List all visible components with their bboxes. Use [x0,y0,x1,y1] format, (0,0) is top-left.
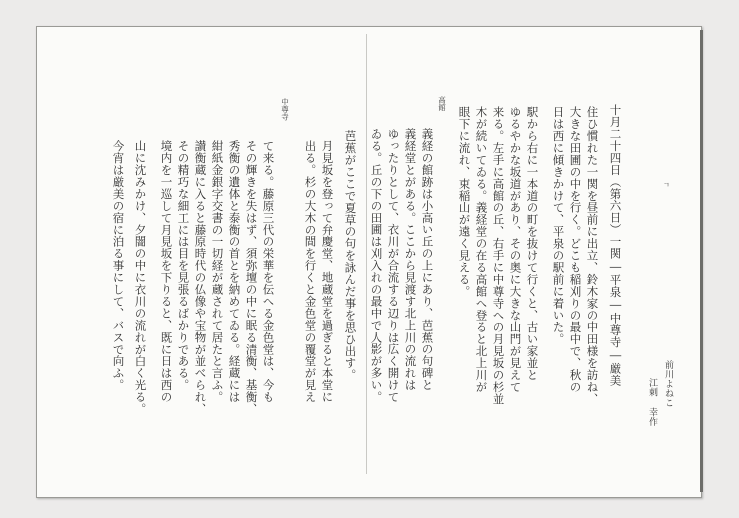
text-column: 出る。杉の大木の間を行くと金色堂の覆堂が見え [303,140,318,403]
author-line-1: 前川よねこ [663,360,673,408]
author-line-2: 江刺 幸作 [647,378,657,427]
text-column: 山に沈みかけ、夕闇の中に衣川の流れが白く光る。 [133,140,148,415]
section-heading: 中尊寺 [280,98,290,121]
page-corner-mark: ㄱ [663,181,670,189]
text-column: 大きな田圃の中を行く。どこも稲刈りの最中で、秋の [568,106,583,393]
text-column: その輝きを失はず、須弥壇の中に眠る清衡、基衡、 [244,140,259,415]
text-column: 眼下に流れ、束稲山が遠く見える。 [457,106,472,298]
diary-date-line: 十月二十四日（第六日）一関―平泉―中尊寺―厳美 [608,104,623,387]
center-fold [366,34,367,474]
text-column: 秀衡の遺体と泰衡の首とを納めてゐる。経蔵には [227,140,242,403]
text-column: 義経堂とがある。ここから見渡す北上川の流れは [403,128,418,391]
text-column: 月見坂を登って弁慶堂、地蔵堂を過ぎると本堂に [320,140,335,403]
section-heading: 高館 [437,96,447,111]
text-column: 今宵は厳美の宿に泊る事にして、バスで向ふ。 [111,140,126,391]
text-column: 境内を一巡して月見坂を下りると、既に日は西の [159,140,174,403]
text-column: 讃衡蔵に入ると藤原時代の仏像や宝物が並べられ、 [193,140,208,415]
text-column: 紺紙金銀字交書の一切経が蔵されて居たと言ふ。 [210,140,225,403]
text-column: て来る。藤原三代の栄華を伝へる金色堂は、今も [261,140,276,403]
text-column: ゆったりとして、衣川が合流する辺りは広く開けて [386,128,401,403]
text-column: 日は西に傾きかけて、平泉の駅前に着いた。 [551,106,566,345]
text-column: 住ひ慣れた一関を昼前に出立、鈴木家の中田様を訪ね、 [585,106,600,405]
text-column: ゆるやかな坂道があり、その奥に大きな山門が見えて [508,106,523,393]
text-column: ゐる。丘の下の田圃は刈入れの最中で人影が多い。 [369,128,384,403]
text-column: 駅から右に一本道の町を抜けて行くと、古い家並と [525,106,540,381]
text-column: 芭蕉がここで夏草の句を詠んだ事を思ひ出す。 [343,130,358,381]
text-column: その精巧な細工には目を見張るばかりである。 [176,140,191,391]
text-column: 木が続いてゐる。義経堂の在る高館へ登ると北上川が [474,106,489,393]
page-edge [700,30,703,492]
text-column: 来る。左手に高館の丘、右手に中尊寺への月見坂の杉並 [491,106,506,405]
text-column: 義経の館跡は小高い丘の上にあり、芭蕉の句碑と [420,128,435,391]
